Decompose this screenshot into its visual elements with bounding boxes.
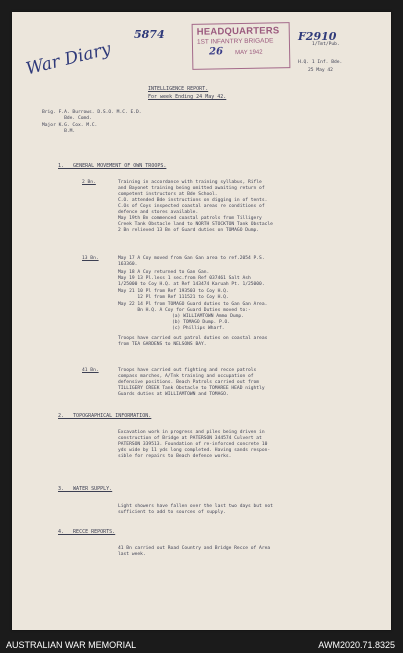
text-line: construction of Bridge at PATERSON 344574 Culvert at: [118, 436, 262, 441]
stamp-line2: 1ST INFANTRY BRIGADE: [196, 37, 274, 46]
bn13-label: 13 Bn.: [82, 256, 99, 261]
text-line: PATERSON 339513. Foundation of re-inforced concrete 10: [118, 442, 268, 447]
ref-number: 1/Tmt/Pub.: [312, 42, 340, 47]
text-line: sufficient to add to sources of supply.: [118, 510, 226, 515]
section-3-heading: 3. WATER SUPPLY.: [58, 486, 113, 492]
archive-footer: [0, 636, 403, 653]
footer-accession-number: AWM2020.71.8325: [318, 640, 395, 650]
text-line: TILLIGERY CREEK Tank Obstacle to TOMAREE HEAD nightly: [118, 386, 265, 391]
text-line: Troops have carried out fighting and recce patrols: [118, 368, 257, 373]
text-line: Excavation work in progress and piles being driven in: [118, 430, 265, 435]
text-line: Light showers have fallen over the last two days but not: [118, 504, 273, 509]
handwritten-war-diary: War Diary: [24, 39, 113, 80]
list-item: (b) TOMAGO Dump. P.O.: [172, 320, 231, 325]
handwritten-file-ref: F2910: [298, 30, 337, 43]
report-title: INTELLIGENCE REPORT.: [148, 86, 209, 92]
bn41-label: 41 Bn.: [82, 368, 99, 373]
text-line: Creek Tank Obstacle land to NORTH STOCKTON Tank Obstacle: [118, 222, 273, 227]
text-line: and Bayonet training being omitted awaiting return of: [118, 186, 265, 191]
text-line: May 19th Bn commenced coastal patrols from Tilligery: [118, 216, 262, 221]
text-line: sible for repairs to Beach defence works.: [118, 454, 232, 459]
text-line: Training in accordance with training syllabus, Rifle: [118, 180, 262, 185]
text-line: defence and stores available.: [118, 210, 199, 215]
unit-name: H.Q. 1 Inf. Bde.: [298, 60, 343, 65]
bn2-label: 2 Bn.: [82, 180, 96, 185]
text-line: 1/25000 to Coy H.Q. at Ref 143474 Karuah Pt. 1/25000.: [118, 282, 265, 287]
text-line: competent instructors at Bde School.: [118, 192, 218, 197]
text-line: 41 Bn carried out Road Country and Bridge Recce of Area: [118, 546, 271, 551]
stamp-month: MAY 1942: [235, 49, 263, 57]
signatory-line: B.M.: [42, 129, 76, 134]
text-line: C.O. attended Bde instructions on digging in of tents.: [118, 198, 268, 203]
text-line: defensive positions. Beach Patrols carried out from: [118, 380, 260, 385]
text-line: 163360.: [118, 262, 138, 267]
text-line: May 18 A Coy returned to Gan Gan.: [118, 270, 210, 275]
signatory-line: Bde. Comd.: [42, 116, 92, 121]
text-line: from TEA GARDENS to NELSONS BAY.: [118, 342, 207, 347]
stamp-day: 26: [209, 46, 224, 58]
headquarters-stamp: [192, 22, 291, 70]
report-subtitle: For week Ending 24 May 42.: [148, 94, 227, 100]
footer-institution: AUSTRALIAN WAR MEMORIAL: [6, 640, 137, 650]
text-line: yds wide by 11 yds long completed. Having sands respon-: [118, 448, 271, 453]
text-line: May 22 14 Pl from TOMAGO Guard duties to Gan Gan Area.: [118, 302, 268, 307]
text-line: May 19 13 Pl.less 1 sec.from Ref 037461 Salt Ash: [118, 276, 251, 281]
text-line: Guards duties at WILLIAMTOWN and TOMAGO.: [118, 392, 229, 397]
handwritten-number: 5874: [134, 28, 165, 41]
section-2-heading: 2. TOPOGRAPHICAL INFORMATION.: [58, 413, 152, 419]
signatory-line: Brig. F.A. Burrows. D.S.O. M.C. E.D.: [42, 110, 142, 115]
section-4-heading: 4. RECCE REPORTS.: [58, 529, 116, 535]
list-item: (c) Phillips Wharf.: [172, 326, 225, 331]
text-line: May 21 10 Pl from Ref 193503 to Coy H.Q.: [118, 289, 229, 294]
text-line: May 17 A Coy moved from Gan Gan area to ref.2054 P.S.: [118, 256, 265, 261]
report-date: 25 May 42: [308, 68, 333, 73]
document-page: [12, 12, 391, 630]
text-line: 2 Bn relieved 13 Bn of Guard duties on TOMAGO Dump.: [118, 228, 260, 233]
text-line: 12 Pl from Ref 111521 to Coy H.Q.: [118, 295, 229, 300]
text-line: last week.: [118, 552, 146, 557]
text-line: C.Os of Coys inspected coastal areas re conditions of: [118, 204, 265, 209]
stamp-line1: HEADQUARTERS: [196, 25, 280, 38]
signatory-line: Major K.G. Cox. M.C.: [42, 123, 98, 128]
text-line: compass marches, A/Tnk training and occupation of: [118, 374, 254, 379]
list-item: (a) WILLIAMTOWN Ammo Dump.: [172, 314, 244, 319]
section-1-heading: 1. GENERAL MOVEMENT OF OWN TROOPS.: [58, 163, 167, 169]
text-line: Troops have carried out patrol duties on coastal areas: [118, 336, 268, 341]
text-line: Bn H.Q. A Coy for Guard Duties moved to:-: [118, 308, 251, 313]
